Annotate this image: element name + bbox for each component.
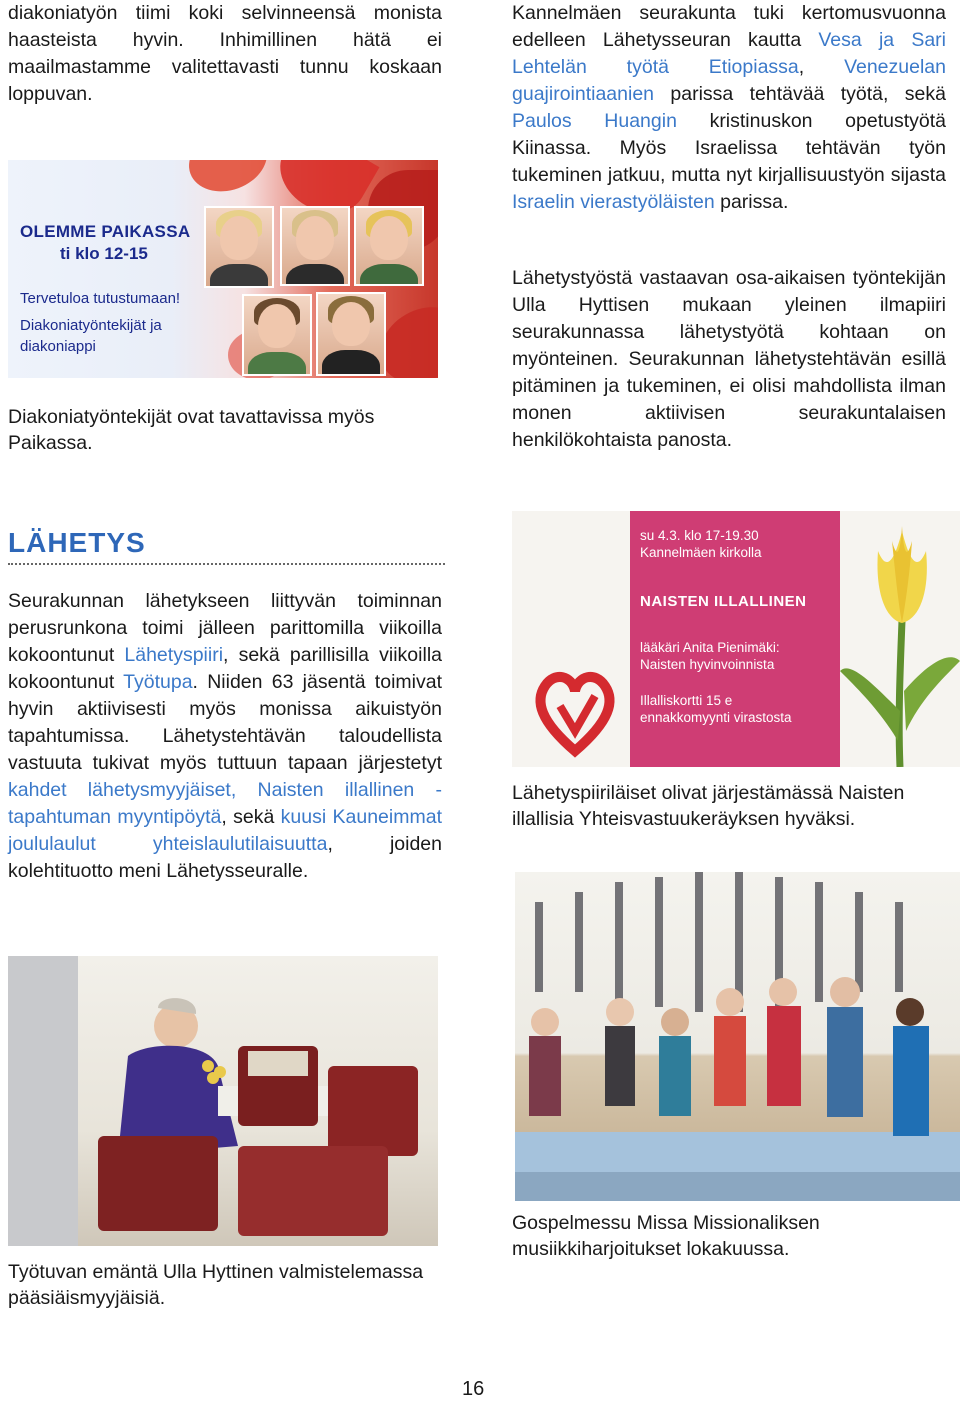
section-heading xyxy=(8,527,445,565)
poster-date: su 4.3. klo 17-19.30 xyxy=(640,528,759,543)
poster-presale: ennakkomyynti virastosta xyxy=(640,710,792,725)
link-israel[interactable]: Israelin vierastyöläisten xyxy=(512,191,715,213)
banner-caption-line2: Paikassa. xyxy=(8,432,93,454)
para-text: , sekä parillisilla viikoilla kokoontunut xyxy=(8,644,442,693)
banner-hours: ti klo 12-15 xyxy=(60,244,148,263)
poster-caption: Lähetyspiiriläiset olivat järjestämässä Naisten illallisia Yhteisvastuukeräyksen hyväksi. xyxy=(512,782,905,830)
naisten-illallinen-poster xyxy=(512,511,960,767)
choir-photo-caption: Gospelmessu Missa Missionaliksen musiikkiharjoitukset lokakuussa. xyxy=(512,1212,820,1260)
para-text: parissa. xyxy=(714,191,789,213)
banner-welcome: Tervetuloa tutustumaan! xyxy=(20,290,181,307)
link-ethiopia[interactable]: Vesa ja Sari Lehtelän työtä Etiopiassa xyxy=(512,29,946,78)
poster-title: NAISTEN ILLALLINEN xyxy=(640,593,807,610)
bazaar-scene xyxy=(8,956,438,1246)
poster-topic: Naisten hyvinvoinnista xyxy=(640,657,775,672)
bazaar-preparation-photo xyxy=(8,956,438,1246)
link-myyjaiset[interactable]: kahdet lähetysmyyjäiset, Naisten illallinen -tapahtuman myyntipöytä xyxy=(8,779,442,828)
poster-speaker: lääkäri Anita Pienimäki: xyxy=(640,640,780,655)
link-kauneimmat[interactable]: kuusi Kauneimmat joululaulut yhteislaulutilaisuutta xyxy=(8,806,442,855)
banner-subtitle-1: Diakoniatyöntekijät ja xyxy=(20,317,162,334)
section-title: LÄHETYS xyxy=(8,527,146,558)
portrait-4 xyxy=(242,294,312,376)
bazaar-photo-caption: Työtuvan emäntä Ulla Hyttinen valmistelemassa pääsiäismyyjäisiä. xyxy=(8,1261,424,1309)
banner-subtitle-2: diakoniappi xyxy=(20,338,96,355)
heart-logo-icon xyxy=(530,661,620,761)
mission-paragraph xyxy=(8,588,442,885)
para-text: . Niiden 63 jäsentä toimivat hyvin aktiivisesti myös monissa aikuistyön tapahtumissa. Lähetystehtävän taloudellista vastuuta tukivat myös tuttuun tapaan järjestetyt xyxy=(8,671,442,774)
portrait-3 xyxy=(354,206,424,286)
para-text: parissa tehtävää työtä, sekä xyxy=(654,83,946,105)
para-text: , xyxy=(798,56,845,78)
para-text: Seurakunnan lähetykseen liittyvän toiminnan perusrunkona toimi jälleen parittomilla viikoilla kokoontunut xyxy=(8,590,442,666)
link-lahetyspiiri[interactable]: Lähetyspiiri xyxy=(124,644,224,666)
para-text: kristinuskon opetustyötä Kiinassa. Myös Israelissa tehtävän työn tukeminen jatkuu, mutta nyt kirjallisuustyön sijasta xyxy=(512,110,946,186)
diakonia-banner-image xyxy=(8,160,438,378)
portrait-5 xyxy=(316,292,386,376)
para-text: Kannelmäen seurakunta tuki kertomusvuonna edelleen Lähetysseuran kautta xyxy=(512,2,946,51)
link-venezuela[interactable]: Venezuelan guajirointiaanien xyxy=(512,56,946,105)
page-number: 16 xyxy=(462,1378,485,1400)
portrait-2 xyxy=(280,206,350,286)
banner-heading: OLEMME PAIKASSA xyxy=(20,222,191,241)
tulip-image xyxy=(840,511,960,767)
portrait-1 xyxy=(204,206,274,288)
banner-caption-line1: Diakoniatyöntekijät ovat tavattavissa myös xyxy=(8,406,375,428)
choir-rehearsal-photo xyxy=(515,872,960,1201)
poster-place: Kannelmäen kirkolla xyxy=(640,545,762,560)
mission-support-paragraph xyxy=(512,0,946,216)
link-tyotupa[interactable]: Työtupa xyxy=(123,671,193,693)
link-paulos-huang[interactable]: Paulos Huangin xyxy=(512,110,677,132)
choir-scene xyxy=(515,872,960,1201)
atmosphere-paragraph: Lähetystyöstä vastaavan osa-aikaisen työntekijän Ulla Hyttisen mukaan yleinen ilmapiiri seurakunnassa lähetystyötä kohtaan on myönteinen. Seurakunnan lähetystehtävän esillä pitäminen ja tukeminen, ei olisi mahdollista ilman monen aktiivisen seurakuntalaisen henkilökohtaista panosta. xyxy=(512,267,946,451)
intro-paragraph: diakoniatyön tiimi koki selvinneensä monista haasteista hyvin. Inhimillinen hätä ei maailmastamme valitettavasti tunnu koskaan loppuvan. xyxy=(8,2,442,105)
poster-ticket: Illalliskortti 15 e xyxy=(640,693,733,708)
para-text: , joiden kolehtituotto meni Lähetysseuralle. xyxy=(8,833,442,882)
para-text: , sekä xyxy=(221,806,281,828)
